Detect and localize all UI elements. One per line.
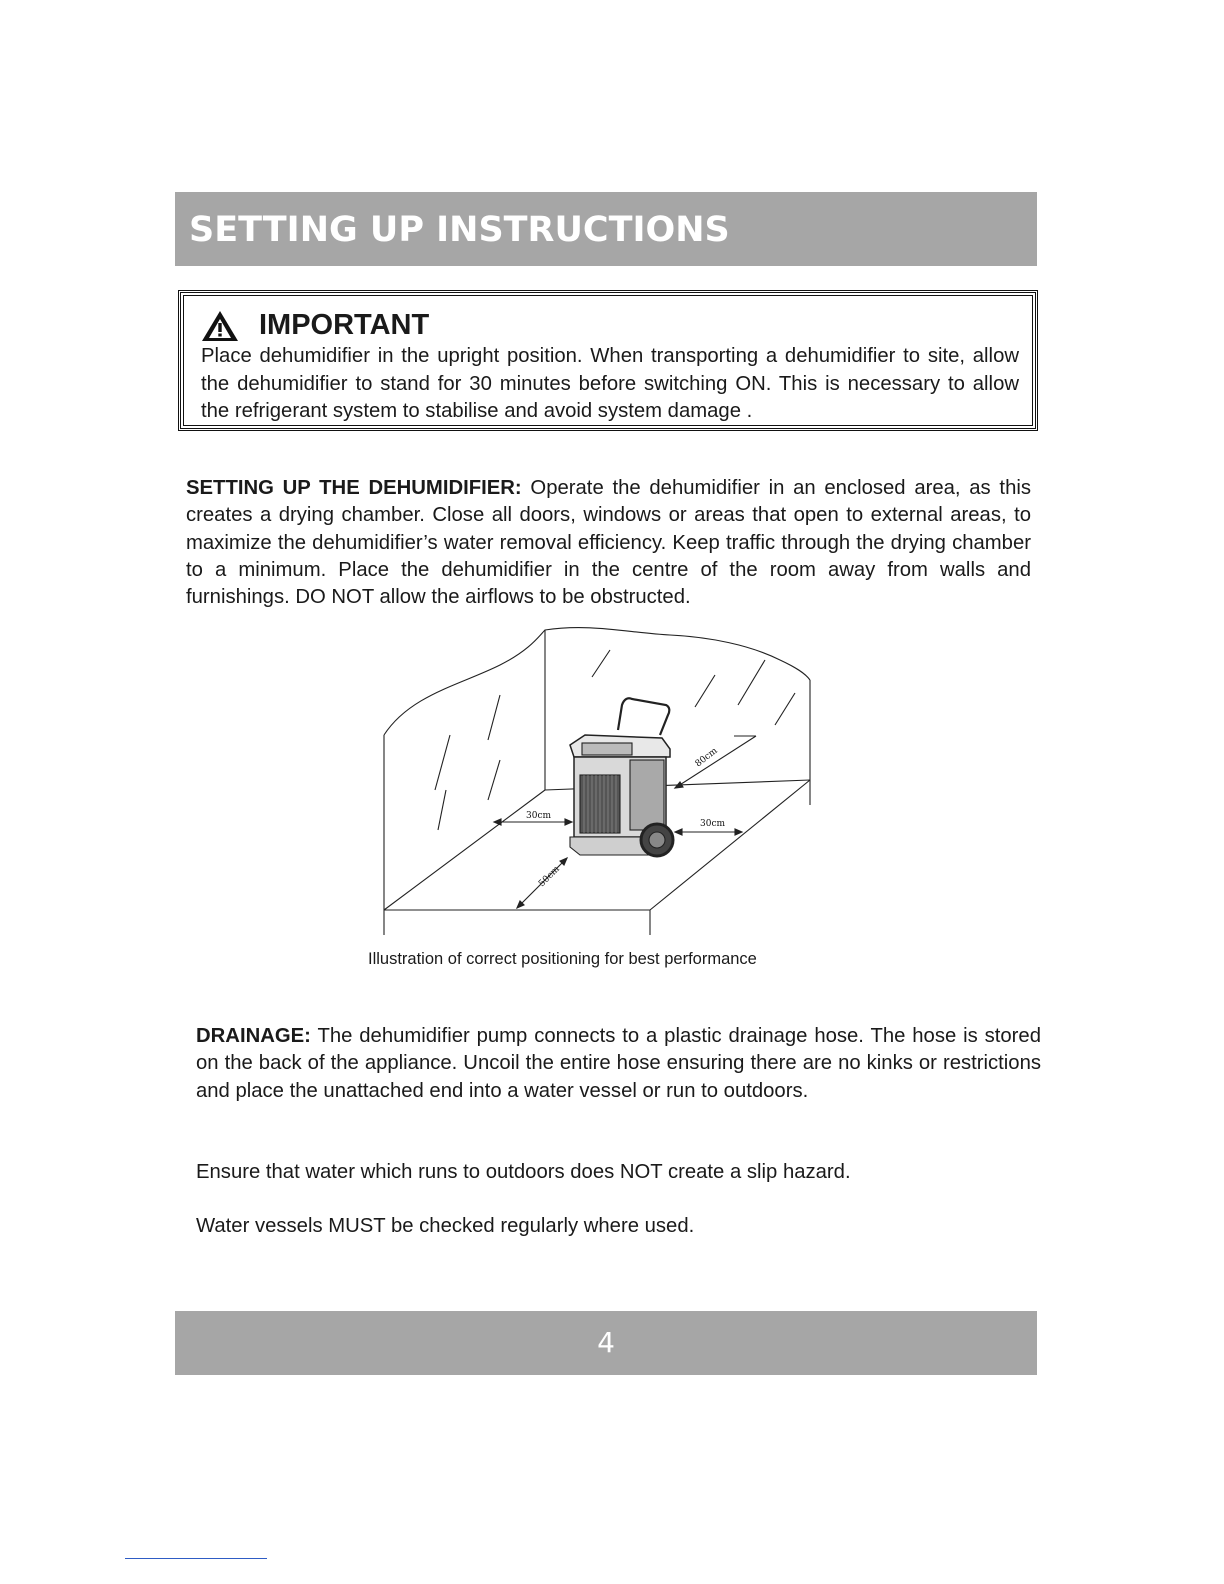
unit-handle [618, 698, 669, 735]
setup-text: Operate the dehumidifier in an enclosed area, as this creates a drying chamber. Close all doors, windows or areas that open to external areas, to maximize the dehumidifier’s water removal efficiency. Keep traffic through the drying chamber to a minimum. Place the dehumidifier in the centre of the room away from walls and furnishings. DO NOT allow the airflows to be obstructed. [186, 477, 1031, 609]
section-header-bar [175, 192, 1037, 266]
dim-right-label: 30cm [700, 819, 726, 829]
illustration-caption: Illustration of correct positioning for best performance [368, 950, 757, 968]
page-title: SETTING UP INSTRUCTIONS [189, 210, 730, 250]
important-text: Place dehumidifier in the upright position. When transporting a dehumidifier to site, allow the dehumidifier to stand for 30 minutes before switching ON. This is necessary to allow the refrigerant system to stabilise and avoid system damage . [201, 345, 1019, 422]
vessel-check-note: Water vessels MUST be checked regularly where used. [196, 1215, 695, 1237]
back-wall-outline [384, 628, 810, 735]
slip-hazard-note: Ensure that water which runs to outdoors does NOT create a slip hazard. [196, 1161, 851, 1183]
dim-left-label: 30cm [526, 811, 552, 821]
drainage-text: The dehumidifier pump connects to a plastic drainage hose. The hose is stored on the back of the appliance. Uncoil the entire hose ensuring there are no kinks or restrictions and place the unattached end into a water vessel or run to outdoors. [196, 1025, 1041, 1102]
footnote-rule [125, 1558, 267, 1559]
footer-bar [175, 1311, 1037, 1375]
dim-front-label: 50cm [537, 864, 562, 890]
drainage-heading: DRAINAGE: [196, 1025, 311, 1047]
setup-heading: SETTING UP THE DEHUMIDIFIER: [186, 477, 522, 499]
floor-back-left [384, 790, 545, 910]
dim-back-arrow [675, 736, 756, 788]
dim-back-label: 80cm [693, 746, 720, 770]
positioning-illustration [370, 625, 820, 945]
important-notice-box [178, 290, 1038, 431]
unit-control-panel [582, 743, 632, 755]
drainage-paragraph [196, 1023, 1041, 1105]
important-header [201, 309, 429, 342]
warning-triangle-icon [201, 310, 239, 342]
setup-paragraph [186, 475, 1031, 611]
floor-right-edge [650, 780, 810, 910]
important-title: IMPORTANT [259, 309, 430, 341]
unit-side-panel [630, 760, 664, 830]
page-number: 4 [597, 1326, 615, 1359]
